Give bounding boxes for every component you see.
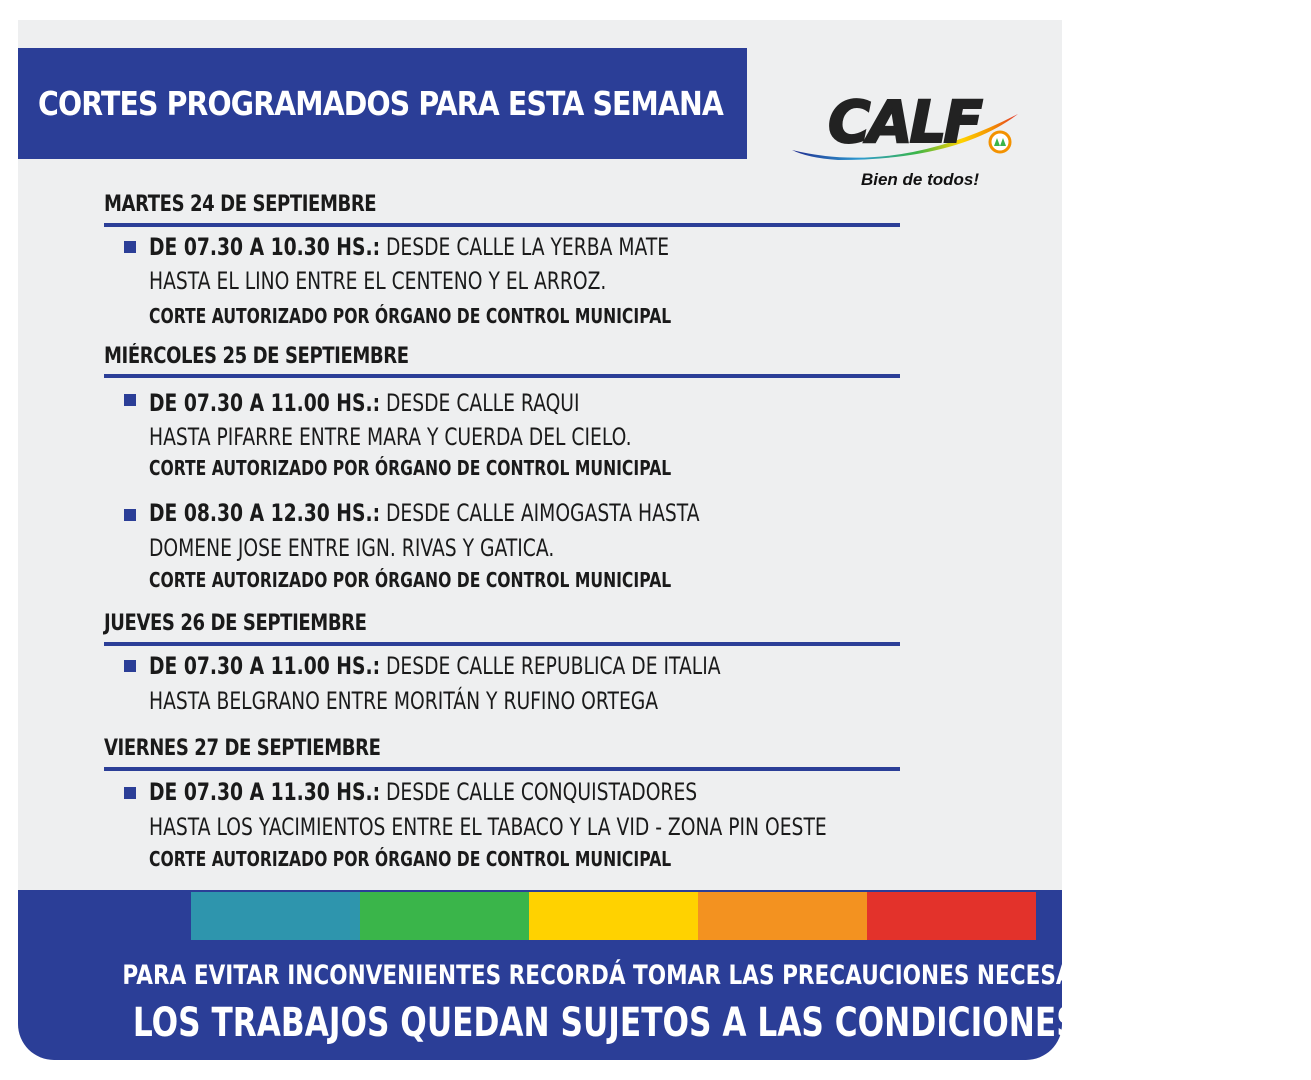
entry-line-2: DOMENE JOSE ENTRE IGN. RIVAS Y GATICA.: [149, 534, 555, 562]
bullet-icon: [124, 241, 136, 253]
day-divider: [104, 767, 900, 771]
bullet-icon: [124, 787, 136, 799]
stripe-teal: [191, 892, 360, 940]
entry-line-1: [149, 233, 669, 261]
footer-warning: PARA EVITAR INCONVENIENTES RECORDÁ TOMAR LAS PRECAUCIONES NECESARIAS.: [122, 960, 1138, 991]
entry-line-1: [149, 499, 700, 527]
day-divider: [104, 642, 900, 646]
color-stripes: [191, 892, 1036, 940]
stripe-orange: [698, 892, 867, 940]
logo-wordmark: CALF: [828, 88, 981, 156]
entry-time: DE 07.30 A 11.00 HS.:: [149, 389, 381, 417]
entry-note: CORTE AUTORIZADO POR ÓRGANO DE CONTROL MUNICIPAL: [149, 456, 672, 480]
day-divider: [104, 374, 900, 378]
entry-note: CORTE AUTORIZADO POR ÓRGANO DE CONTROL MUNICIPAL: [149, 568, 672, 592]
footer-weather-note: LOS TRABAJOS QUEDAN SUJETOS A LAS CONDICIONES CLIMÁTICAS.: [132, 1000, 1311, 1046]
day-header-jueves: JUEVES 26 DE SEPTIEMBRE: [104, 611, 367, 636]
entry-line-2: HASTA LOS YACIMIENTOS ENTRE EL TABACO Y LA VID - ZONA PIN OESTE: [149, 813, 827, 841]
entry-note: CORTE AUTORIZADO POR ÓRGANO DE CONTROL MUNICIPAL: [149, 304, 672, 328]
page-title: CORTES PROGRAMADOS PARA ESTA SEMANA: [38, 84, 724, 123]
logo-tree-badge: [990, 132, 1010, 152]
entry-time: DE 07.30 A 10.30 HS.:: [149, 233, 381, 261]
day-header-martes: MARTES 24 DE SEPTIEMBRE: [104, 192, 377, 217]
entry-location: DESDE CALLE CONQUISTADORES: [380, 778, 698, 806]
entry-line-2: HASTA EL LINO ENTRE EL CENTENO Y EL ARROZ.: [149, 267, 607, 295]
entry-line-1: [149, 652, 721, 680]
bullet-icon: [124, 660, 136, 672]
entry-line-1: [149, 389, 580, 417]
entry-line-2: HASTA PIFARRE ENTRE MARA Y CUERDA DEL CIELO.: [149, 423, 632, 451]
logo-tagline: Bien de todos!: [860, 170, 980, 189]
bullet-icon: [124, 509, 136, 521]
announcement-card: [18, 20, 1311, 1060]
day-divider: [104, 223, 900, 227]
title-banner: [18, 48, 747, 159]
stripe-yellow: [529, 892, 698, 940]
entry-location: DESDE CALLE REPUBLICA DE ITALIA: [380, 652, 721, 680]
entry-time: DE 08.30 A 12.30 HS.:: [149, 499, 381, 527]
calf-logo: [778, 80, 1038, 210]
day-header-viernes: VIERNES 27 DE SEPTIEMBRE: [104, 736, 381, 761]
entry-time: DE 07.30 A 11.00 HS.:: [149, 652, 381, 680]
entry-line-1: [149, 778, 697, 806]
entry-location: DESDE CALLE AIMOGASTA HASTA: [380, 499, 700, 527]
stripe-red: [867, 892, 1036, 940]
entry-line-2: HASTA BELGRANO ENTRE MORITÁN Y RUFINO ORTEGA: [149, 687, 659, 715]
stripe-green: [360, 892, 529, 940]
entry-note: CORTE AUTORIZADO POR ÓRGANO DE CONTROL MUNICIPAL: [149, 847, 672, 871]
entry-time: DE 07.30 A 11.30 HS.:: [149, 778, 381, 806]
day-header-miercoles: MIÉRCOLES 25 DE SEPTIEMBRE: [104, 344, 409, 369]
entry-location: DESDE CALLE LA YERBA MATE: [380, 233, 670, 261]
entry-location: DESDE CALLE RAQUI: [380, 389, 580, 417]
bullet-icon: [124, 394, 136, 406]
